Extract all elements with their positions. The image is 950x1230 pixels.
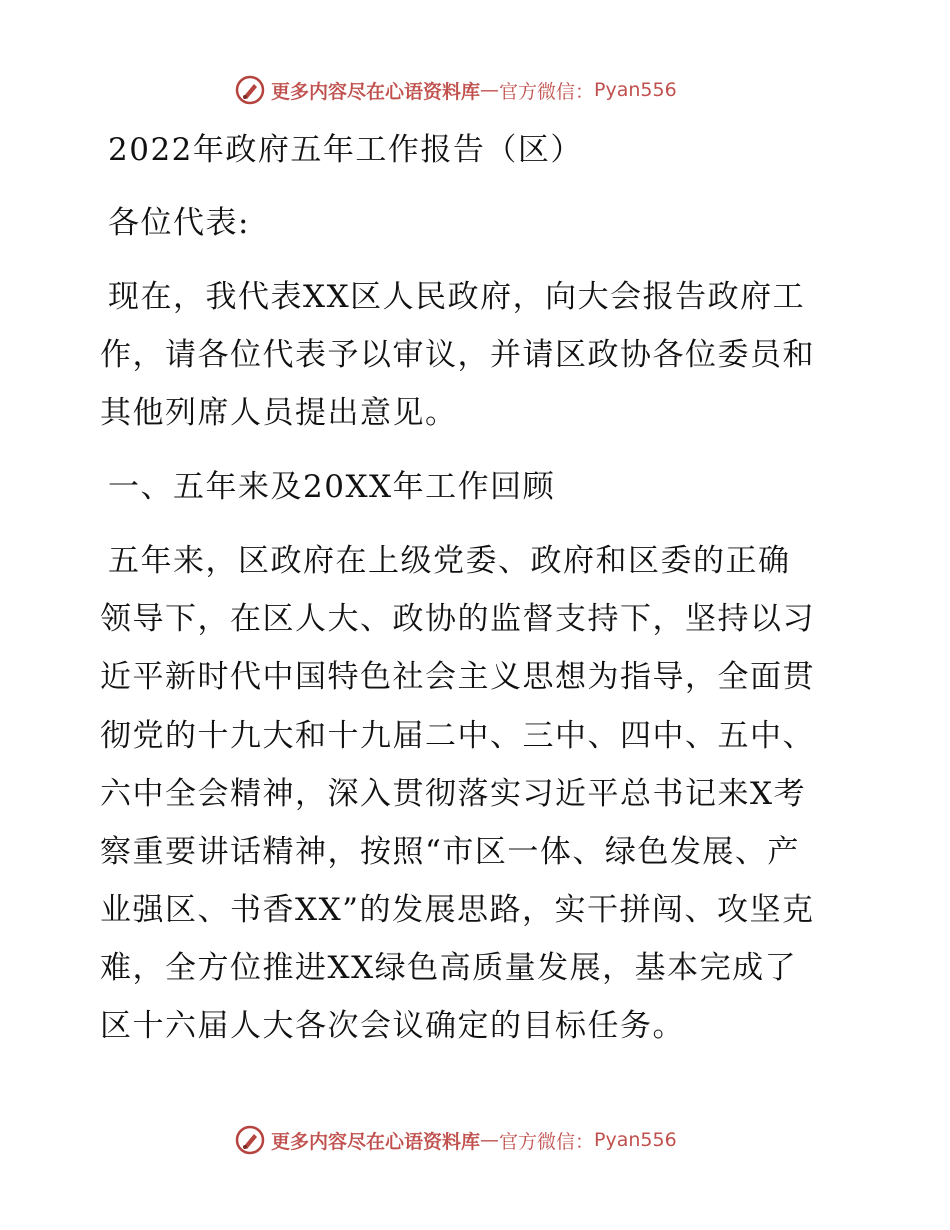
body-line: 区十六届人大各次会议确定的目标任务。 bbox=[100, 1008, 685, 1044]
pen-logo-icon bbox=[235, 1125, 265, 1155]
body-line: 六中全会精神，深入贯彻落实习近平总书记来X考 bbox=[100, 776, 807, 812]
pen-logo-icon bbox=[235, 75, 265, 105]
banner-dash: — bbox=[480, 1129, 500, 1151]
banner-slogan: 更多内容尽在心语资料库 bbox=[271, 80, 481, 103]
footer-banner bbox=[235, 1122, 677, 1158]
body-line: 五年来，区政府在上级党委、政府和区委的正确 bbox=[108, 543, 791, 579]
body-line: 领导下，在区人大、政协的监督支持下，坚持以习 bbox=[100, 601, 815, 637]
banner-dash: — bbox=[480, 79, 500, 101]
banner-wechat-id: Pyan556 bbox=[594, 79, 677, 101]
salutation: 各位代表: bbox=[108, 205, 250, 241]
document-title: 2022年政府五年工作报告（区） bbox=[108, 132, 583, 168]
header-banner bbox=[235, 72, 677, 108]
banner-wechat-id: Pyan556 bbox=[594, 1129, 677, 1151]
body-line: 近平新时代中国特色社会主义思想为指导，全面贯 bbox=[100, 659, 815, 695]
banner-slogan: 更多内容尽在心语资料库 bbox=[271, 1130, 481, 1153]
body-line: 彻党的十九大和十九届二中、三中、四中、五中、 bbox=[100, 718, 815, 754]
banner-official-label: 官方微信： bbox=[499, 1130, 595, 1153]
body-line: 察重要讲话精神，按照“市区一体、绿色发展、产 bbox=[100, 834, 800, 870]
banner-official-label: 官方微信： bbox=[499, 80, 595, 103]
intro-line: 作，请各位代表予以审议，并请区政协各位委员和 bbox=[100, 337, 815, 373]
body-line: 难，全方位推进XX绿色高质量发展，基本完成了 bbox=[100, 950, 798, 986]
section-heading: 一、五年来及20XX年工作回顾 bbox=[108, 469, 556, 505]
intro-line: 现在，我代表XX区人民政府，向大会报告政府工 bbox=[108, 279, 806, 315]
intro-line: 其他列席人员提出意见。 bbox=[100, 395, 458, 431]
body-line: 业强区、书香XX”的发展思路，实干拼闯、攻坚克 bbox=[100, 892, 815, 928]
